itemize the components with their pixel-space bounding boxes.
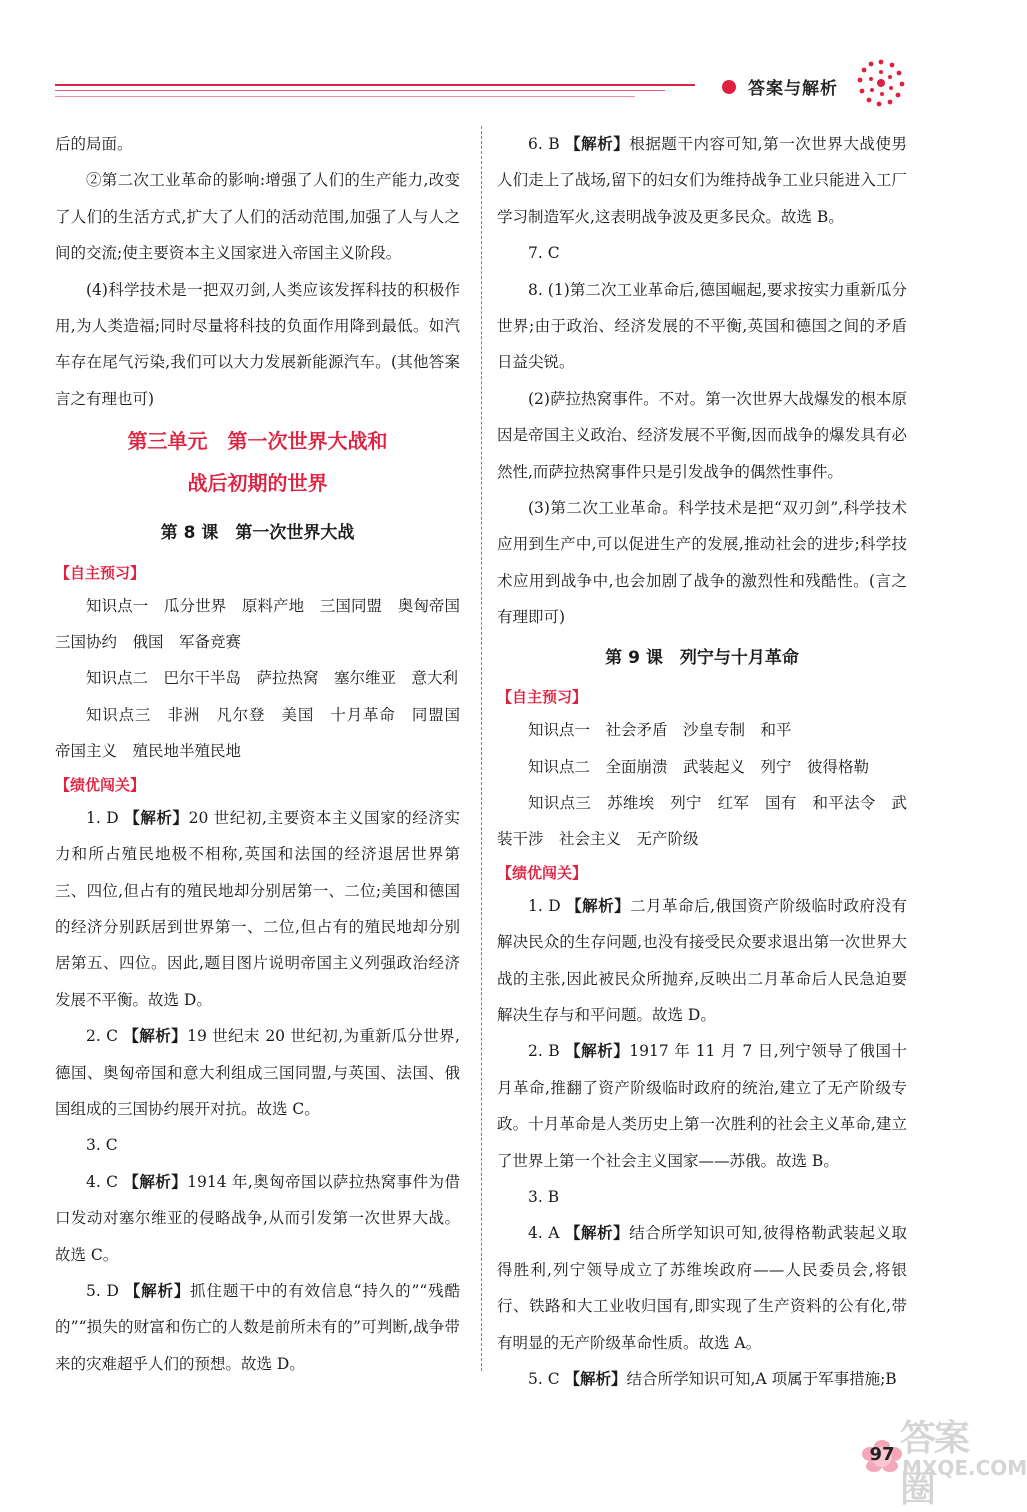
answer-number: 4. C [86, 1172, 119, 1191]
answer-item: 7. C [528, 244, 560, 263]
right-column [497, 126, 907, 1397]
answer-text: 结合所学知识可知,彼得格勒武装起义取得胜利,列宁领导成立了苏维埃政府——人民委员会,将银行、铁路和大工业收归国有,即实现了生产资料的公有化,带有明显的无产阶级革命性质。故选 A。 [497, 1224, 907, 1352]
analysis-tag: 【解析】 [124, 1281, 191, 1300]
paragraph: ②第二次工业革命的影响:增强了人们的生产能力,改变了人们的生活方式,扩大了人们的活动范围,加强了人与人之间的交流;使主要资本主义国家进入帝国主义阶段。 [55, 171, 460, 263]
answer-text: 19 世纪末 20 世纪初,为重新瓜分世界,德国、奥匈帝国和意大利组成三国同盟,与英国、法国、俄国组成的三国协约展开对抗。故选 C。 [55, 1027, 460, 1118]
paragraph: (4)科学技术是一把双刃剑,人类应该发挥科技的积极作用,为人类造福;同时尽量将科技的负面作用降到最低。如汽车存在尾气污染,我们可以大力发展新能源汽车。(其他答案言之有理也可) [55, 280, 460, 408]
page-number: 97 [869, 1444, 895, 1465]
knowledge-point: 知识点三 非洲 凡尔登 美国 十月革命 同盟国 帝国主义 殖民地半殖民地 [55, 705, 476, 761]
section-label-practice: 【绩优闯关】 [497, 863, 588, 882]
section-label-preview: 【自主预习】 [497, 688, 588, 707]
answer-text: 结合所学知识可知,A 项属于军事措施;B [626, 1370, 897, 1388]
watermark-url: MXQE.COM [902, 1456, 1027, 1480]
answer-number: 5. D [86, 1281, 119, 1300]
header-rule [55, 84, 695, 86]
answer-number: 2. C [86, 1027, 119, 1046]
answer-text: 1914 年,奥匈帝国以萨拉热窝事件为借口发动对塞尔维亚的侵略战争,从而引发第一次世界大战。故选 C。 [55, 1172, 460, 1264]
answer-item [497, 888, 907, 1034]
section-label-preview: 【自主预习】 [55, 563, 146, 582]
lesson-title: 第 9 课 列宁与十月革命 [605, 647, 799, 668]
knowledge-point: 知识点一 社会矛盾 沙皇专制 和平 [528, 721, 792, 740]
header-dot-icon [722, 80, 736, 94]
analysis-tag: 【解析】 [566, 896, 631, 915]
answer-item: (3)第二次工业革命。科学技术是把“双刃剑”,科学技术应用到生产中,可以促进生产的发展,推动社会的进步;科学技术应用到战争中,也会加剧了战争的激烈性和残酷性。(言之有理即可) [497, 499, 907, 627]
knowledge-point: 知识点一 瓜分世界 原料产地 三国同盟 奥匈帝国 三国协约 俄国 军备竞赛 [55, 596, 476, 652]
answer-item: 3. C [86, 1136, 118, 1155]
answer-number: 5. C [528, 1370, 560, 1388]
unit-subtitle: 战后初期的世界 [187, 471, 328, 496]
answer-item [55, 1164, 460, 1273]
answer-item [497, 1215, 907, 1361]
answer-number: 1. D [528, 896, 561, 915]
analysis-tag: 【解析】 [123, 1172, 188, 1191]
answer-item [55, 800, 460, 1018]
knowledge-point: 知识点二 全面崩溃 武装起义 列宁 彼得格勒 [528, 757, 870, 776]
answer-item [497, 1361, 907, 1397]
watermark [900, 1410, 1027, 1510]
analysis-tag: 【解析】 [124, 808, 189, 827]
answer-number: 6. B [528, 135, 560, 153]
analysis-tag: 【解析】 [123, 1027, 188, 1046]
analysis-tag: 【解析】 [564, 1224, 630, 1243]
answer-number: 4. A [528, 1224, 560, 1243]
unit-title: 第三单元 第一次世界大战和 [127, 429, 388, 454]
left-column [55, 126, 476, 1382]
answer-text: 抓住题干中的有效信息“持久的”“残酷的”“损失的财富和伤亡的人数是前所未有的”可判断,战争带来的灾难超乎人们的预想。故选 D。 [55, 1281, 460, 1373]
answer-item: 8. (1)第二次工业革命后,德国崛起,要求按实力重新瓜分世界;由于政治、经济发展的不平衡,英国和德国之间的矛盾日益尖锐。 [497, 280, 907, 372]
header-rule-thin-2 [55, 96, 635, 97]
answer-text: 二月革命后,俄国资产阶级临时政府没有解决民众的生存问题,也没有接受民众要求退出第一次世界大战的主张,因此被民众所抛弃,反映出二月革命后人民急迫要解决生存与和平问题。故选 D。 [497, 896, 907, 1024]
answer-number: 2. B [528, 1042, 560, 1061]
watermark-logo: 答案圈 [900, 1418, 969, 1510]
answer-item [497, 1033, 907, 1179]
answer-item: 3. B [528, 1187, 560, 1206]
answer-item [55, 1018, 460, 1127]
header-title: 答案与解析 [748, 79, 838, 99]
paragraph: 后的局面。 [55, 135, 133, 153]
answer-item [55, 1273, 460, 1382]
answer-item [497, 126, 907, 235]
answer-text: 20 世纪初,主要资本主义国家的经济实力和所占殖民地极不相称,英国和法国的经济退居世界第三、四位,但占有的殖民地却分别居第一、二位;美国和德国的经济分别跃居到世界第一、二位,但占有的殖民地却分别居第五、四位。因此,题目图片说明帝国主义列强政治经济发展不平衡。故选 D。 [55, 808, 460, 1009]
section-label-practice: 【绩优闯关】 [55, 775, 146, 794]
answer-number: 1. D [86, 808, 119, 827]
column-divider [481, 126, 482, 1371]
header-rule-thin [55, 90, 665, 91]
analysis-tag: 【解析】 [565, 135, 630, 153]
knowledge-point: 知识点二 巴尔干半岛 萨拉热窝 塞尔维亚 意大利 [86, 669, 459, 688]
knowledge-point: 知识点三 苏维埃 列宁 红军 国有 和平法令 武装干涉 社会主义 无产阶级 [497, 793, 907, 849]
analysis-tag: 【解析】 [565, 1042, 630, 1061]
analysis-tag: 【解析】 [564, 1370, 627, 1388]
answer-text: 1917 年 11 月 7 日,列宁领导了俄国十月革命,推翻了资产阶级临时政府的统治,建立了无产阶级专政。十月革命是人类历史上第一次胜利的社会主义革命,建立了世界上第一个社会主义国家——苏俄。故选 B。 [497, 1042, 907, 1170]
lesson-title: 第 8 课 第一次世界大战 [160, 523, 355, 544]
answer-text: 根据题干内容可知,第一次世界大战使男人们走上了战场,留下的妇女们为维持战争工业只能进入工厂学习制造军火,这表明战争波及更多民众。故选 B。 [497, 135, 907, 226]
answer-item: (2)萨拉热窝事件。不对。第一次世界大战爆发的根本原因是帝国主义政治、经济发展不平衡,因而战争的爆发具有必然性,而萨拉热窝事件只是引发战争的偶然性事件。 [497, 389, 907, 481]
flower-logo-icon [856, 58, 906, 108]
